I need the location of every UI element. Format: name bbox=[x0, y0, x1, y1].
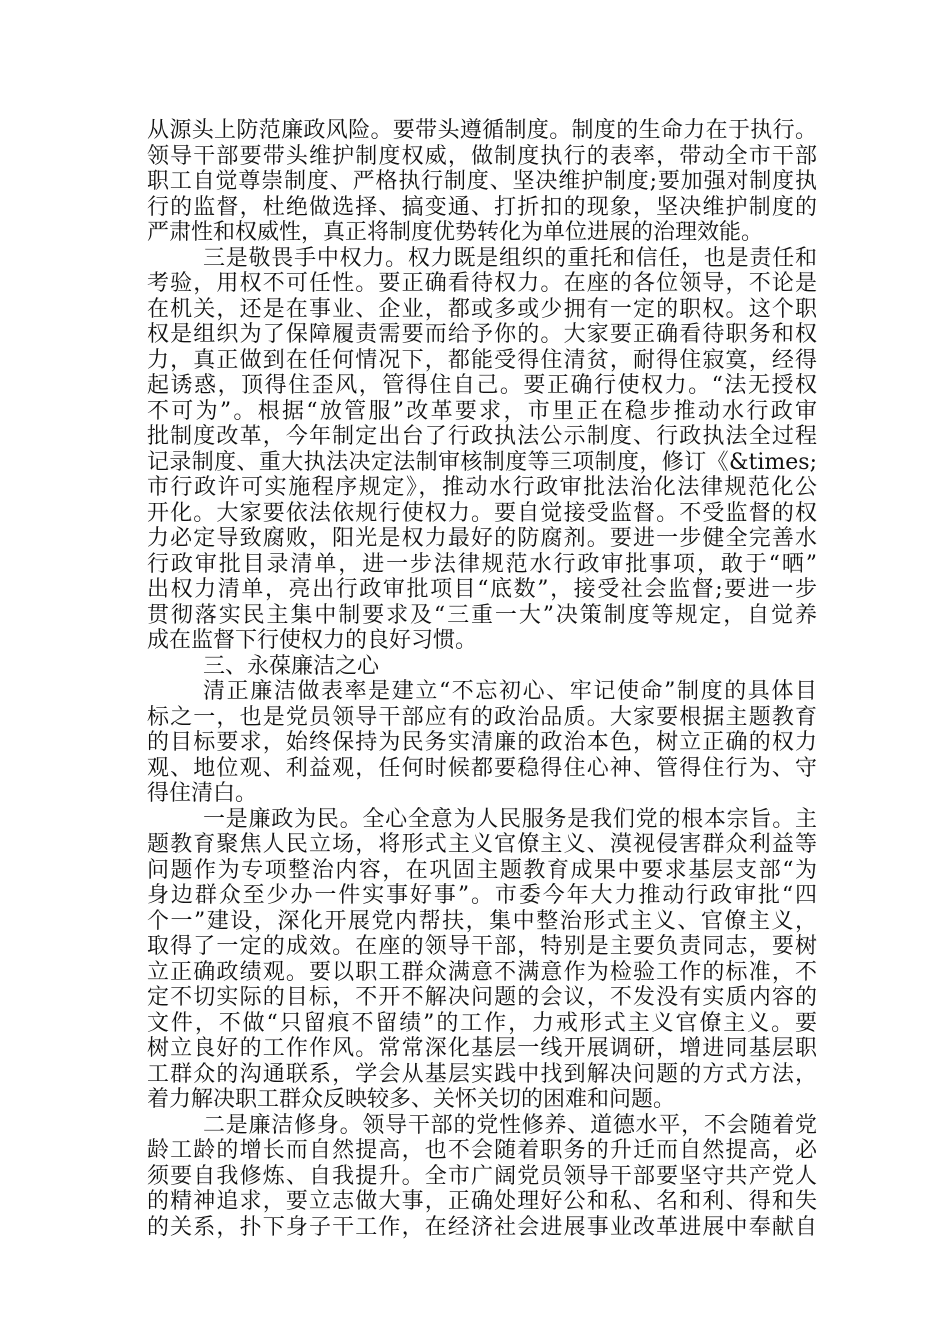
text-line: 身边群众至少办一件实事好事”。市委今年大力推动行政审批“四 bbox=[147, 883, 817, 908]
text-line: 力必定导致腐败，阳光是权力最好的防腐剂。要进一步健全完善水 bbox=[147, 526, 817, 551]
document-body bbox=[147, 118, 817, 1240]
text-line: 行政审批目录清单，进一步法律规范水行政审批事项，敢于“晒” bbox=[147, 551, 817, 577]
text-line: 观、地位观、利益观，任何时候都要稳得住心神、管得住行为、守 bbox=[147, 755, 817, 781]
text-line: 定不切实际的目标，不开不解决问题的会议，不发没有实质内容的 bbox=[147, 985, 817, 1010]
text-line: 起诱惑，顶得住歪风，管得住自己。要正确行使权力。“法无授权 bbox=[147, 373, 817, 398]
paragraph-start-line: 三是敬畏手中权力。权力既是组织的重托和信任，也是责任和 bbox=[203, 245, 817, 271]
text-line: 立正确政绩观。要以职工群众满意不满意作为检验工作的标准，不 bbox=[147, 959, 817, 985]
text-line: 问题作为专项整治内容，在巩固主题教育成果中要求基层支部“为 bbox=[147, 857, 817, 883]
paragraph-start-line: 一是廉政为民。全心全意为人民服务是我们党的根本宗旨。主 bbox=[203, 806, 817, 832]
text-line: 龄工龄的增长而自然提高，也不会随着职务的升迁而自然提高，必 bbox=[147, 1138, 817, 1163]
text-line: 题教育聚焦人民立场，将形式主义官僚主义、漠视侵害群众利益等 bbox=[147, 832, 817, 857]
text-line: 的关系，扑下身子干工作，在经济社会进展事业改革进展中奉献自 bbox=[147, 1214, 817, 1240]
text-line: 在机关，还是在事业、企业，都或多或少拥有一定的职权。这个职 bbox=[147, 296, 817, 322]
paragraph-start-line: 清正廉洁做表率是建立“不忘初心、牢记使命”制度的具体目 bbox=[203, 679, 817, 704]
section-heading: 三、永葆廉洁之心 bbox=[203, 653, 380, 679]
text-line: 职工自觉尊崇制度、严格执行制度、坚决维护制度;要加强对制度执 bbox=[147, 169, 817, 194]
text-line: 出权力清单，亮出行政审批项目“底数”，接受社会监督;要进一步 bbox=[147, 577, 817, 602]
text-line: 取得了一定的成效。在座的领导干部，特别是主要负责同志，要树 bbox=[147, 934, 817, 959]
text-line: 行的监督，杜绝做选择、搞变通、打折扣的现象，坚决维护制度的 bbox=[147, 194, 817, 220]
text-line: 标之一，也是党员领导干部应有的政治品质。大家要根据主题教育 bbox=[147, 704, 817, 730]
text-line: 记录制度、重大执法决定法制审核制度等三项制度，修订《&times; bbox=[147, 449, 817, 475]
text-line: 文件，不做“只留痕不留绩”的工作，力戒形式主义官僚主义。要 bbox=[147, 1010, 817, 1036]
text-line: 领导干部要带头维护制度权威，做制度执行的表率，带动全市干部 bbox=[147, 143, 817, 169]
text-line: 成在监督下行使权力的良好习惯。 bbox=[147, 628, 478, 653]
text-line: 着力解决职工群众反映较多、关怀关切的困难和问题。 bbox=[147, 1087, 676, 1112]
text-line: 力，真正做到在任何情况下，都能受得住清贫，耐得住寂寞，经得 bbox=[147, 347, 817, 373]
text-line: 须要自我修炼、自我提升。全市广阔党员领导干部要坚守共产党人 bbox=[147, 1163, 817, 1189]
text-line: 的目标要求，始终保持为民务实清廉的政治本色，树立正确的权力 bbox=[147, 730, 817, 755]
text-line: 批制度改革，今年制定出台了行政执法公示制度、行政执法全过程 bbox=[147, 424, 817, 449]
text-line: 树立良好的工作作风。常常深化基层一线开展调研，增进同基层职 bbox=[147, 1036, 817, 1061]
text-line: 开化。大家要依法依规行使权力。要自觉接受监督。不受监督的权 bbox=[147, 500, 817, 526]
text-line: 贯彻落实民主集中制要求及“三重一大”决策制度等规定，自觉养 bbox=[147, 602, 817, 628]
text-line: 工群众的沟通联系，学会从基层实践中找到解决问题的方式方法， bbox=[147, 1061, 817, 1087]
paragraph-start-line: 二是廉洁修身。领导干部的党性修养、道德水平，不会随着党 bbox=[203, 1112, 817, 1138]
text-line: 市行政许可实施程序规定》，推动水行政审批法治化法律规范化公 bbox=[147, 475, 817, 500]
text-line: 的精神追求，要立志做大事，正确处理好公和私、名和利、得和失 bbox=[147, 1189, 817, 1214]
text-line: 严肃性和权威性，真正将制度优势转化为单位进展的治理效能。 bbox=[147, 220, 764, 245]
text-line: 权是组织为了保障履责需要而给予你的。大家要正确看待职务和权 bbox=[147, 322, 817, 347]
text-line: 考验，用权不可任性。要正确看待权力。在座的各位领导，不论是 bbox=[147, 271, 817, 296]
text-line: 从源头上防范廉政风险。要带头遵循制度。制度的生命力在于执行。 bbox=[147, 118, 817, 143]
text-line: 个一”建设，深化开展党内帮扶，集中整治形式主义、官僚主义， bbox=[147, 908, 817, 934]
text-line: 得住清白。 bbox=[147, 781, 258, 806]
text-line: 不可为”。根据“放管服”改革要求，市里正在稳步推动水行政审 bbox=[147, 398, 817, 424]
